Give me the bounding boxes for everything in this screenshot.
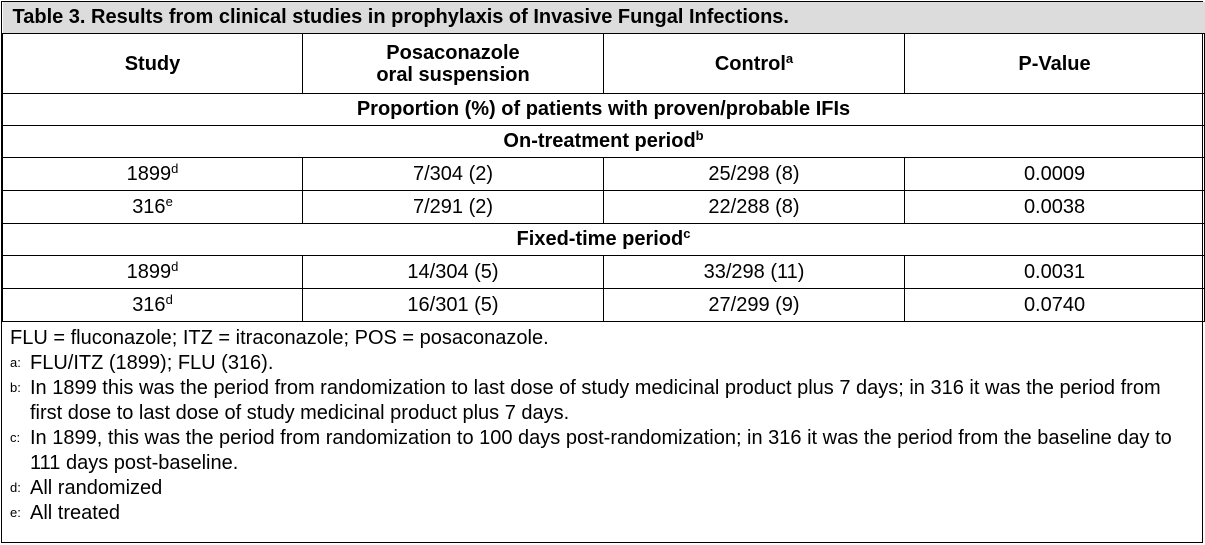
- cell-pvalue: 0.0740: [905, 289, 1205, 322]
- section-row: [3, 224, 1205, 256]
- footnote-item: [10, 376, 1194, 426]
- footnote-text: All treated: [30, 502, 121, 524]
- study-sup: e: [165, 193, 173, 209]
- table-row: [3, 289, 1205, 322]
- footnote-item: [10, 476, 1194, 501]
- header-pvalue: P-Value: [905, 34, 1205, 94]
- footnote-mark: a:: [10, 355, 21, 370]
- study-id: 316: [132, 195, 166, 218]
- cell-study: [3, 158, 303, 191]
- footnote-mark: e:: [10, 505, 21, 520]
- study-id: 1899: [126, 162, 172, 185]
- section-row: [3, 126, 1205, 158]
- cell-control: 22/288 (8): [604, 191, 905, 224]
- footnote-mark: d:: [10, 480, 21, 495]
- cell-control: 27/299 (9): [604, 289, 905, 322]
- study-id: 316: [132, 293, 166, 316]
- table-title: Table 3. Results from clinical studies in prophylaxis of Invasive Fungal Infections.: [3, 2, 1205, 34]
- study-sup: d: [171, 160, 179, 176]
- cell-pos: 7/304 (2): [303, 158, 604, 191]
- cell-control: 25/298 (8): [604, 158, 905, 191]
- footnotes: [2, 322, 1202, 526]
- header-row: [3, 34, 1205, 94]
- footnote-text: In 1899 this was the period from randomization to last dose of study medicinal product plus 7 days; in 316 it was the period from first dose to last dose of study medicinal product plus 7 days.: [30, 377, 1161, 424]
- header-control: [604, 34, 905, 94]
- footnote-item: [10, 426, 1194, 476]
- section-label: [3, 126, 1205, 158]
- section-label: [3, 224, 1205, 256]
- cell-study: [3, 191, 303, 224]
- footnote-mark: b:: [10, 380, 21, 395]
- section-sup: c: [683, 226, 691, 241]
- cell-pvalue: 0.0009: [905, 158, 1205, 191]
- footnote-text: In 1899, this was the period from randomization to 100 days post-randomization; in 316 it was the period from the baseline day to 111 days post-baseline.: [30, 427, 1172, 474]
- footnote-item: [10, 351, 1194, 376]
- cell-study: [3, 289, 303, 322]
- table-row: [3, 158, 1205, 191]
- results-table: [2, 2, 1205, 322]
- study-sup: d: [165, 291, 173, 307]
- section-label-text: On-treatment period: [503, 130, 696, 152]
- section-main-label: Proportion (%) of patients with proven/probable IFIs: [3, 94, 1205, 126]
- study-id: 1899: [126, 260, 172, 283]
- footnote-item: [10, 501, 1194, 526]
- cell-pvalue: 0.0038: [905, 191, 1205, 224]
- cell-study: [3, 256, 303, 289]
- header-pos-line2: oral suspension: [376, 63, 530, 86]
- cell-pos: 7/291 (2): [303, 191, 604, 224]
- section-sup: b: [695, 128, 704, 143]
- footnote-text: FLU/ITZ (1899); FLU (316).: [30, 352, 274, 374]
- cell-pos: 14/304 (5): [303, 256, 604, 289]
- study-sup: d: [171, 258, 179, 274]
- footnote-mark: c:: [10, 430, 21, 445]
- section-label-text: Fixed-time period: [516, 228, 684, 250]
- header-posaconazole: [303, 34, 604, 94]
- section-main-row: [3, 94, 1205, 126]
- header-pos-line1: Posaconazole: [386, 41, 520, 64]
- cell-pvalue: 0.0031: [905, 256, 1205, 289]
- header-control-sup: a: [785, 50, 794, 66]
- table-row: [3, 191, 1205, 224]
- table-row: [3, 256, 1205, 289]
- footnote-text: All randomized: [30, 477, 163, 499]
- header-control-label: Control: [714, 52, 786, 75]
- cell-control: 33/298 (11): [604, 256, 905, 289]
- header-study: Study: [3, 34, 303, 94]
- results-table-container: [1, 1, 1203, 543]
- footnote-abbreviations: FLU = fluconazole; ITZ = itraconazole; POS = posaconazole.: [10, 327, 549, 349]
- cell-pos: 16/301 (5): [303, 289, 604, 322]
